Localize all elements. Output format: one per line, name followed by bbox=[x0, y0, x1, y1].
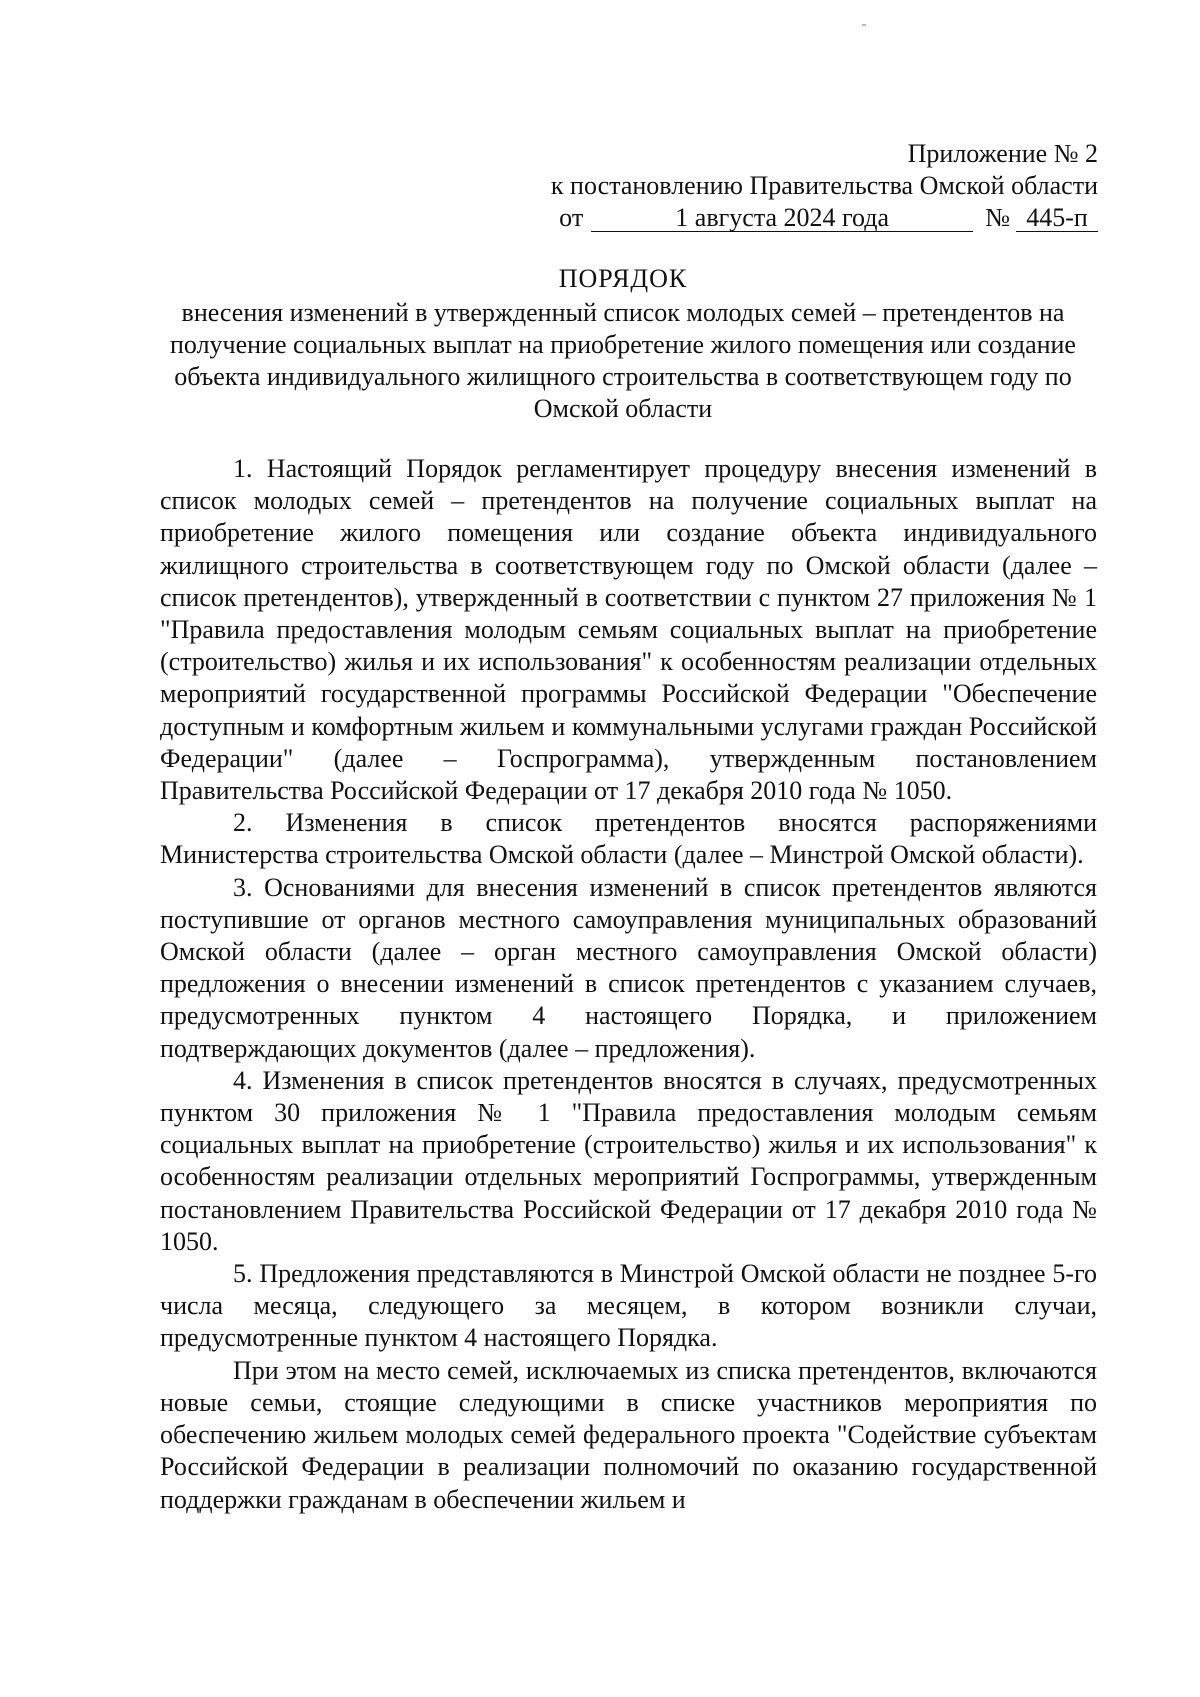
document-subtitle: внесения изменений в утвержденный список молодых семей – претендентов на получение социальных выплат на приобретение жилого помещения или создание объекта индивидуального жилищного строительства в соответствующем году по Омской области bbox=[170, 298, 1076, 423]
appendix-header bbox=[430, 138, 1098, 234]
scan-artifact bbox=[862, 24, 866, 26]
appendix-number: Приложение № 2 bbox=[907, 139, 1098, 168]
resolution-number: 445-п bbox=[1016, 205, 1098, 232]
document-title: ПОРЯДОК bbox=[558, 264, 688, 293]
paragraph: При этом на место семей, исключаемых из списка претендентов, включаются новые семьи, стоящие следующими в списке участников мероприятия по обеспечению жильем молодых семей федерального проекта "Содействие субъектам Российской Федерации в реализации полномочий по оказанию государственной поддержки гражданам в обеспечении жильем и bbox=[160, 1355, 1097, 1514]
paragraph: 1. Настоящий Порядок регламентирует процедуру внесения изменений в список молодых семей – претендентов на получение социальных выплат на приобретение жилого помещения или создание объекта индивидуального жилищного строительства в соответствующем году по Омской области (далее – список претендентов), утвержденный в соответствии с пунктом 27 приложения № 1 "Правила предоставления молодым семьям социальных выплат на приобретение (строительство) жилья и их использования" к особенностям реализации отдельных мероприятий государственной программы Российской Федерации "Обеспечение доступным и комфортным жильем и коммунальными услугами граждан Российской Федерации" (далее – Госпрограмма), утвержденным постановлением Правительства Российской Федерации от 17 декабря 2010 года № 1050. bbox=[160, 454, 1097, 806]
paragraph: 5. Предложения представляются в Минстрой Омской области не позднее 5-го числа месяца, следующего за месяцем, в котором возникли случаи, предусмотренные пунктом 4 настоящего Порядка. bbox=[160, 1259, 1097, 1353]
document-body bbox=[160, 453, 1097, 1516]
resolution-date-line bbox=[430, 202, 1098, 234]
resolution-reference: к постановлению Правительства Омской области bbox=[550, 171, 1098, 200]
paragraph: 3. Основаниями для внесения изменений в список претендентов являются поступившие от органов местного самоуправления муниципальных образований Омской области (далее – орган местного самоуправления Омской области) предложения о внесении изменений в список претендентов с указанием случаев, предусмотренных пунктом 4 настоящего Порядка, и приложением подтверждающих документов (далее – предложения). bbox=[160, 872, 1097, 1063]
number-sign: № bbox=[985, 203, 1010, 232]
from-label: от bbox=[559, 203, 584, 232]
resolution-date: 1 августа 2024 года bbox=[591, 205, 973, 232]
paragraph: 4. Изменения в список претендентов вносятся в случаях, предусмотренных пунктом 30 приложения № 1 "Правила предоставления молодым семьям социальных выплат на приобретение (строительство) жилья и их использования" к особенностям реализации отдельных мероприятий Госпрограммы, утвержденным постановлением Правительства Российской Федерации от 17 декабря 2010 года № 1050. bbox=[160, 1065, 1097, 1256]
document-title-block bbox=[150, 263, 1096, 425]
paragraph: 2. Изменения в список претендентов вносятся распоряжениями Министерства строительства Омской области (далее – Минстрой Омской области). bbox=[160, 808, 1097, 870]
